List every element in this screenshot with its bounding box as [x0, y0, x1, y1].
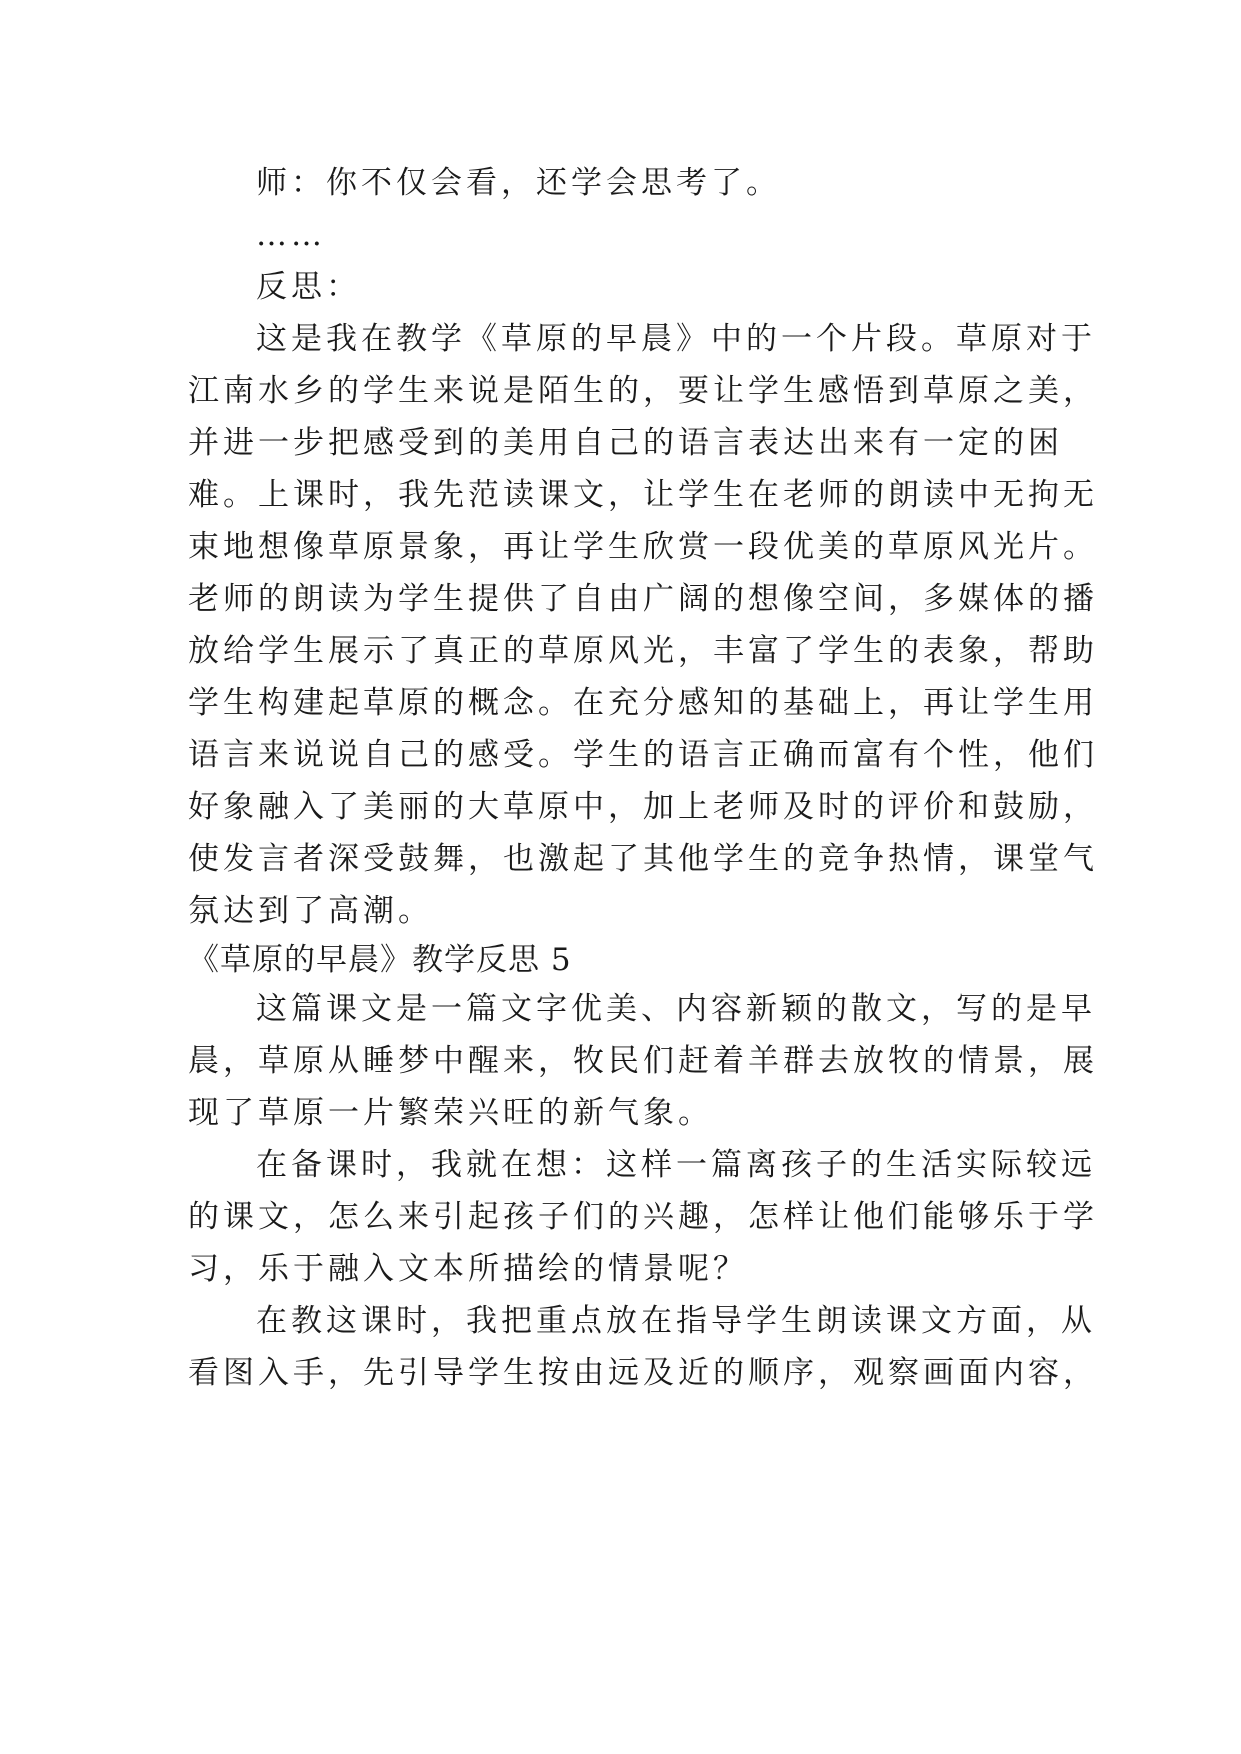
text-line: 难。上课时，我先范读课文，让学生在老师的朗读中无拘无 [188, 477, 1098, 513]
text-line: 老师的朗读为学生提供了自由广阔的想像空间，多媒体的播 [188, 581, 1098, 617]
text-line: 反思： [256, 269, 361, 305]
text-line: 语言来说说自己的感受。学生的语言正确而富有个性，他们 [188, 737, 1098, 773]
section-heading: 《草原的早晨》教学反思 5 [188, 942, 572, 978]
text-line: 这篇课文是一篇文字优美、内容新颖的散文，写的是早 [256, 991, 1096, 1027]
text-line: 看图入手，先引导学生按由远及近的顺序，观察画面内容， [188, 1355, 1098, 1391]
text-line: 学生构建起草原的概念。在充分感知的基础上，再让学生用 [188, 685, 1098, 721]
text-line: 在教这课时，我把重点放在指导学生朗读课文方面，从 [256, 1303, 1096, 1339]
text-line: 师：你不仅会看，还学会思考了。 [256, 165, 781, 201]
text-line: 在备课时，我就在想：这样一篇离孩子的生活实际较远 [256, 1147, 1096, 1183]
text-line: 习，乐于融入文本所描绘的情景呢？ [188, 1251, 748, 1287]
text-line: 现了草原一片繁荣兴旺的新气象。 [188, 1095, 713, 1131]
text-line: 的课文，怎么来引起孩子们的兴趣，怎样让他们能够乐于学 [188, 1199, 1098, 1235]
text-line: 束地想像草原景象，再让学生欣赏一段优美的草原风光片。 [188, 529, 1098, 565]
text-line: 氛达到了高潮。 [188, 893, 433, 929]
text-line: 使发言者深受鼓舞，也激起了其他学生的竞争热情，课堂气 [188, 841, 1098, 877]
text-line: 晨，草原从睡梦中醒来，牧民们赶着羊群去放牧的情景，展 [188, 1043, 1098, 1079]
document-body [188, 157, 1098, 1399]
text-line: 并进一步把感受到的美用自己的语言表达出来有一定的困 [188, 425, 1063, 461]
text-line: 放给学生展示了真正的草原风光，丰富了学生的表象，帮助 [188, 633, 1098, 669]
text-line: …… [256, 217, 326, 253]
text-line: 江南水乡的学生来说是陌生的，要让学生感悟到草原之美， [188, 373, 1098, 409]
text-line: 这是我在教学《草原的早晨》中的一个片段。草原对于 [256, 321, 1096, 357]
text-line: 好象融入了美丽的大草原中，加上老师及时的评价和鼓励， [188, 789, 1098, 825]
